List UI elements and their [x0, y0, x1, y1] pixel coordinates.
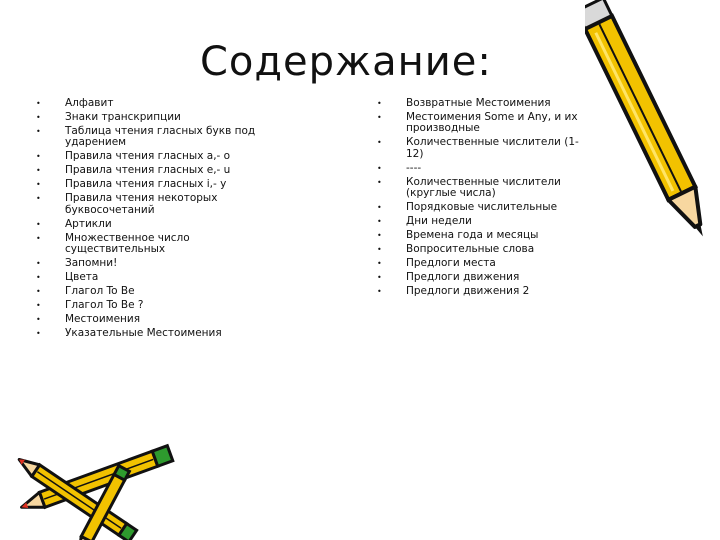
- toc-item[interactable]: • Указательные Местоимения: [65, 328, 270, 339]
- toc-item[interactable]: • Порядковые числительные: [406, 202, 596, 213]
- pencils-icon: [0, 425, 200, 540]
- toc-item[interactable]: • Количественные числители (круглые числа): [406, 177, 596, 200]
- toc-item[interactable]: • Возвратные Местоимения: [406, 98, 596, 109]
- slide-title: Содержание:: [200, 39, 492, 85]
- toc-item[interactable]: • Местоимения: [65, 314, 270, 325]
- toc-item[interactable]: • Количественные числители (1-12): [406, 137, 596, 160]
- toc-item[interactable]: • Множественное число существительных: [65, 233, 270, 256]
- toc-item[interactable]: • Предлоги движения: [406, 272, 596, 283]
- toc-item[interactable]: • Алфавит: [65, 98, 270, 109]
- pencil-icon: [585, 0, 720, 255]
- toc-item[interactable]: • Правила чтения гласных а,- о: [65, 151, 270, 162]
- toc-item[interactable]: • Цвета: [65, 272, 270, 283]
- toc-item[interactable]: • Предлоги места: [406, 258, 596, 269]
- toc-item[interactable]: • ----: [406, 163, 596, 174]
- toc-list-left: [65, 98, 270, 342]
- toc-list-right: [406, 98, 596, 300]
- toc-item[interactable]: • Предлоги движения 2: [406, 286, 596, 297]
- toc-item[interactable]: • Таблица чтения гласных букв под ударением: [65, 126, 270, 149]
- toc-item[interactable]: • Дни недели: [406, 216, 596, 227]
- toc-item[interactable]: • Правила чтения гласных е,- u: [65, 165, 270, 176]
- toc-item[interactable]: • Местоимения Some и Any, и их производные: [406, 112, 596, 135]
- toc-item[interactable]: • Правила чтения некоторых буквосочетаний: [65, 193, 270, 216]
- toc-item[interactable]: • Запомни!: [65, 258, 270, 269]
- toc-item[interactable]: • Правила чтения гласных i,- y: [65, 179, 270, 190]
- toc-item[interactable]: • Глагол To Be: [65, 286, 270, 297]
- toc-item[interactable]: • Глагол To Be ?: [65, 300, 270, 311]
- toc-item[interactable]: • Знаки транскрипции: [65, 112, 270, 123]
- toc-item[interactable]: • Вопросительные слова: [406, 244, 596, 255]
- toc-item[interactable]: • Артикли: [65, 219, 270, 230]
- toc-item[interactable]: • Времена года и месяцы: [406, 230, 596, 241]
